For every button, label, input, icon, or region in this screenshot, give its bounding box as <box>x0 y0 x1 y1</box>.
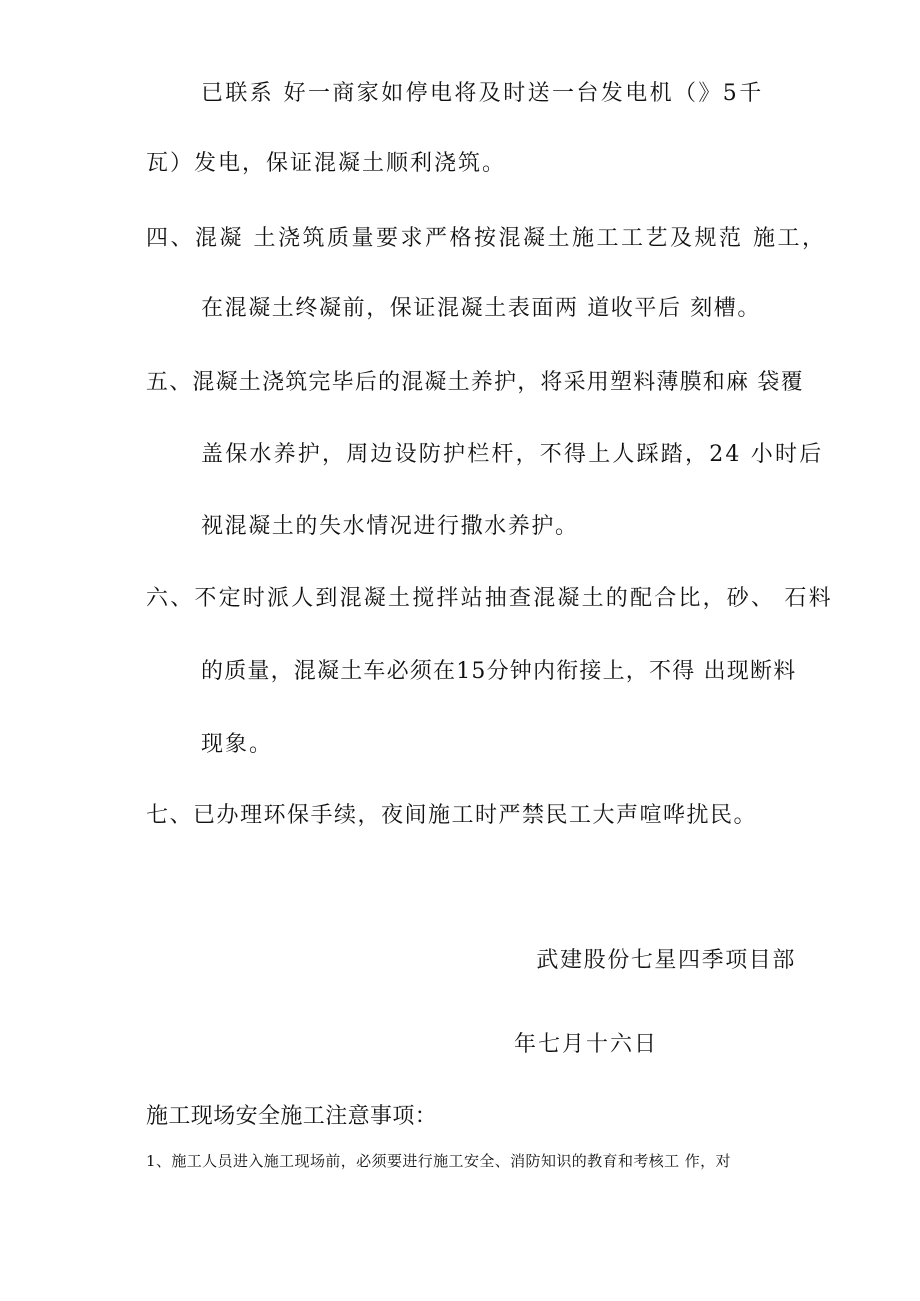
body-line-item-4: 四、混凝 土浇筑质量要求严格按混凝土施工工艺及规范 施工， <box>146 226 827 251</box>
safety-section-heading: 施工现场安全施工注意事项： <box>146 1104 438 1129</box>
body-line-item-5: 五、混凝土浇筑完毕后的混凝土养护，将采用塑料薄膜和麻 袋覆 <box>146 370 804 395</box>
body-line-item-5-cont-1: 盖保水养护，周边设防护栏杆，不得上人踩踏，24 小时后 <box>201 442 824 467</box>
body-line-item-5-cont-2: 视混凝土的失水情况进行撒水养护。 <box>201 514 579 539</box>
safety-item-1: 1、施工人员进入施工现场前，必须要进行施工安全、消防知识的教育和考核工 作，对 <box>146 1152 731 1170</box>
signature-date: 年七月十六日 <box>514 1032 659 1057</box>
body-line-item-6-cont-1: 的质量，混凝土车必须在15分钟内衔接上，不得 出现断料 <box>201 659 797 684</box>
body-line-item-4-cont: 在混凝土终凝前，保证混凝土表面两 道收平后 刻槽。 <box>201 296 761 321</box>
body-line-continuation-generator: 已联系 好一商家如停电将及时送一台发电机（》5千 <box>201 81 764 106</box>
body-line-item-6: 六、不定时派人到混凝土搅拌站抽查混凝土的配合比，砂、 石料 <box>146 586 833 611</box>
body-line-generator-end: 瓦）发电，保证混凝土顺利浇筑。 <box>146 151 507 176</box>
signature-organization: 武建股份七星四季项目部 <box>536 948 796 973</box>
body-line-item-6-cont-2: 现象。 <box>201 732 274 757</box>
body-line-item-7: 七、已办理环保手续，夜间施工时严禁民工大声喧哗扰民。 <box>146 803 758 828</box>
